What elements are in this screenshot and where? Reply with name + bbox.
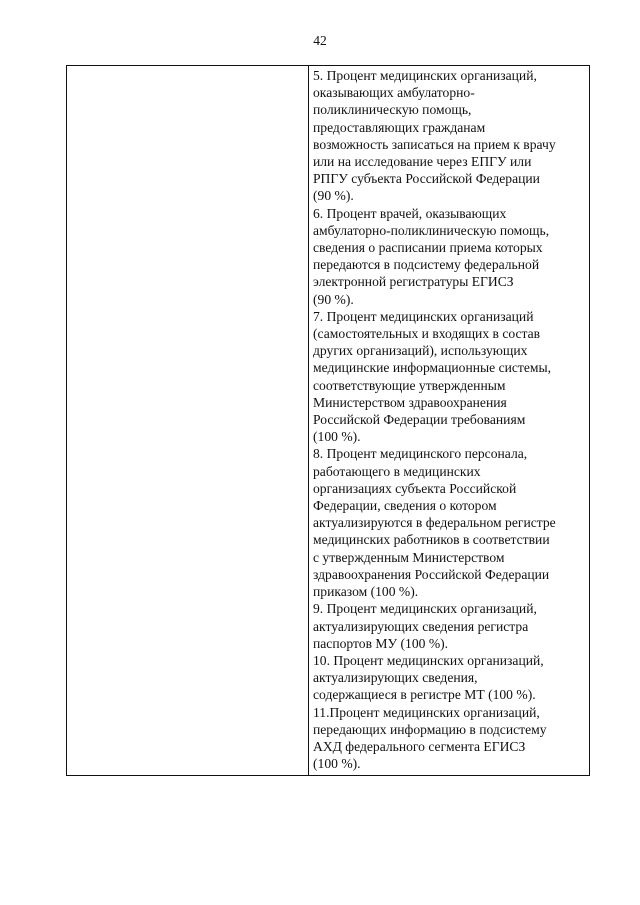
indicator-line: соответствующие утвержденным	[313, 377, 506, 393]
indicator-line: медицинских работников в соответствии	[313, 532, 550, 548]
indicator-first-line: 11.Процент медицинских организаций,	[313, 704, 540, 720]
indicator-line: (самостоятельных и входящих в состав	[313, 326, 541, 342]
indicator-item	[313, 704, 589, 773]
indicator-first-line: 7. Процент медицинских организаций	[313, 308, 534, 324]
indicator-line: актуализируются в федеральном регистре	[313, 515, 556, 531]
indicator-line: здравоохранения Российской Федерации	[313, 566, 550, 582]
indicator-first-line: 8. Процент медицинского персонала,	[313, 446, 528, 462]
indicator-item	[313, 205, 589, 308]
indicator-line: передаются в подсистему федеральной	[313, 257, 540, 273]
indicator-line: предоставляющих гражданам	[313, 119, 486, 135]
indicator-line: (90 %).	[313, 291, 354, 307]
indicator-line: других организаций), использующих	[313, 343, 528, 359]
indicator-line: (100 %).	[313, 756, 361, 772]
indicator-line: паспортов МУ (100 %).	[313, 635, 449, 651]
indicator-line: (90 %).	[313, 188, 354, 204]
indicator-item	[313, 308, 589, 446]
indicator-line: содержащиеся в регистре МТ (100 %).	[313, 687, 536, 703]
indicator-line: возможность записаться на прием к врачу	[313, 136, 556, 152]
indicator-item	[313, 600, 589, 652]
indicator-line: Федерации, сведения о котором	[313, 498, 497, 514]
indicator-line: электронной регистратуры ЕГИСЗ	[313, 274, 514, 290]
indicator-line: актуализирующих сведения регистра	[313, 618, 529, 634]
indicator-line: приказом (100 %).	[313, 584, 419, 600]
empty-left-cell	[67, 66, 308, 775]
indicator-line: Министерством здравоохранения	[313, 394, 507, 410]
indicator-line: или на исследование через ЕПГУ или	[313, 154, 532, 170]
indicator-line: Российской Федерации требованиям	[313, 412, 526, 428]
indicator-line: РПГУ субъекта Российской Федерации	[313, 171, 540, 187]
indicator-line: сведения о расписании приема которых	[313, 240, 543, 256]
indicator-line: АХД федерального сегмента ЕГИСЗ	[313, 738, 526, 754]
indicator-line: организациях субъекта Российской	[313, 480, 517, 496]
column-divider	[308, 66, 309, 775]
indicator-item	[313, 445, 589, 600]
indicator-line: работающего в медицинских	[313, 463, 481, 479]
document-table	[66, 65, 590, 776]
indicator-item	[313, 67, 589, 205]
indicator-line: актуализирующих сведения,	[313, 670, 478, 686]
indicator-line: с утвержденным Министерством	[313, 549, 505, 565]
indicator-line: передающих информацию в подсистему	[313, 721, 547, 737]
indicator-line: оказывающих амбулаторно-	[313, 85, 475, 101]
indicator-first-line: 10. Процент медицинских организаций,	[313, 652, 544, 668]
indicators-cell	[313, 67, 589, 772]
indicator-line: амбулаторно-поликлиническую помощь,	[313, 222, 550, 238]
page-number: 42	[313, 33, 327, 48]
indicator-line: (100 %).	[313, 429, 361, 445]
indicator-first-line: 9. Процент медицинских организаций,	[313, 601, 537, 617]
indicator-line: медицинские информационные системы,	[313, 360, 552, 376]
indicator-line: поликлиническую помощь,	[313, 102, 472, 118]
indicator-first-line: 5. Процент медицинских организаций,	[313, 68, 537, 83]
indicator-first-line: 6. Процент врачей, оказывающих	[313, 205, 507, 221]
indicator-item	[313, 652, 589, 704]
